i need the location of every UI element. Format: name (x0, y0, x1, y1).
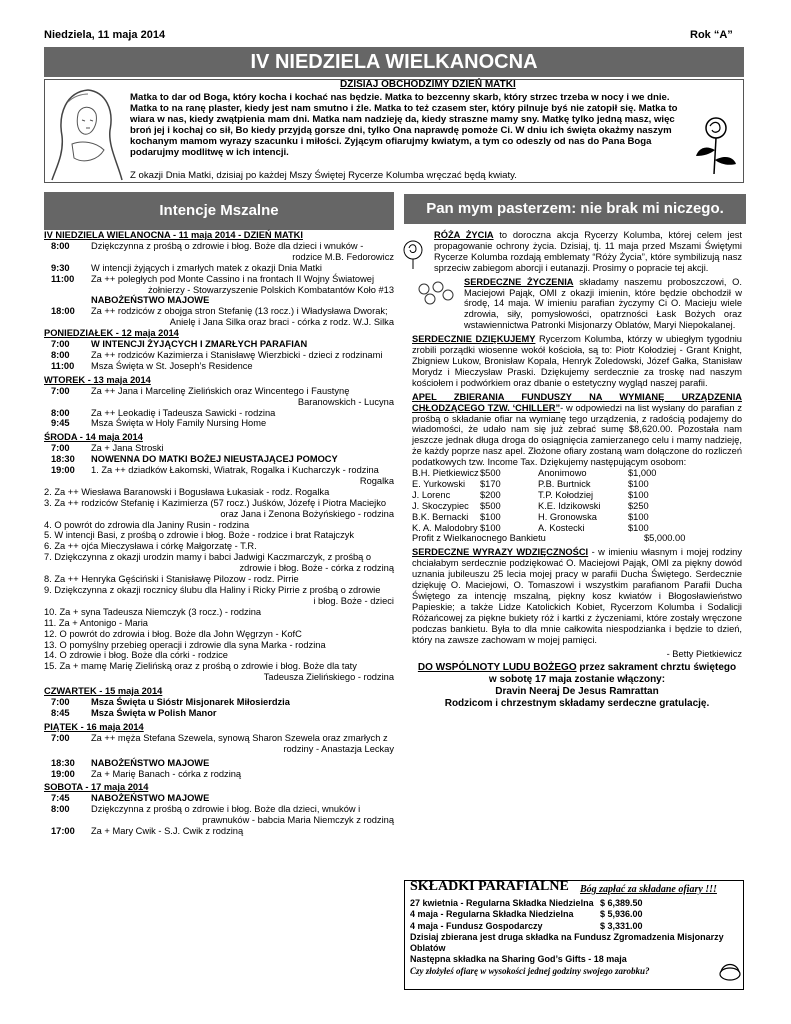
intention-cont: Anielę i Jana Silka oraz braci - córka z rodz. W.J. Silka (169, 317, 394, 328)
thursday-title: CZWARTEK - 15 maja 2014 (44, 686, 163, 697)
donor-amount: $170 (480, 478, 501, 489)
donor-name: H. Gronowska (538, 511, 597, 522)
intention-row: 7:45 NABOŻEŃSTWO MAJOWE (51, 793, 210, 804)
list-item-cont: i błog. Boże - dzieci (313, 595, 394, 606)
zyczenia-item (412, 277, 742, 332)
intention-cont: prawnuków - babcia Maria Niemczyk z rodziną (202, 815, 394, 826)
donor-amount: $100 (480, 522, 501, 533)
roza-zycia-lead: RÓŻA ŻYCIA (434, 230, 494, 240)
madonna-drawing (48, 84, 126, 182)
intention-row: 8:00 Za ++ Leokadię i Tadeusza Sawicki - rodzina (51, 407, 276, 418)
banquet-profit-value: $5,000.00 (644, 533, 686, 544)
donor-name: K.E. Idzikowski (538, 500, 601, 511)
donor-amount: $100 (628, 489, 649, 500)
intention-row: 11:00 Msza Święta w St. Joseph’s Residence (51, 360, 253, 371)
intention-row: 19:00 Za + Marię Banach - córka z rodziną (51, 768, 242, 779)
wyrazy-item (412, 547, 742, 645)
mothers-day-note: Z okazji Dnia Matki, dzisiaj po każdej Mszy Świętej Rycerze Kolumba wręczać będą kwiaty. (130, 170, 517, 181)
dziekujemy-lead: SERDECZNIE DZIĘKUJEMY (412, 334, 536, 345)
donor-amount: $100 (628, 478, 649, 489)
announcements-column (412, 230, 742, 710)
list-item: 2. Za ++ Wiesława Baranowski i Bogusława Łukasiak - rodz. Rogalka (44, 486, 330, 497)
collections-body (410, 898, 740, 977)
offering-basket-icon (718, 956, 742, 982)
intention-row: 7:00 Za ++ męża Stefana Szewela, synową Sharon Szewela oraz zmarłych z (51, 732, 388, 743)
intention-row: 11:00 Za ++ poległych pod Monte Cassino i na frontach II Wojny Światowej (51, 273, 375, 284)
list-item: 12. O powrót do zdrowia i błog. Boże dla John Węgrzyn - KofC (44, 628, 302, 639)
intention-row: 9:30 W intencji żyjących i zmarłych matek z okazji Dnia Matki (51, 262, 322, 273)
page-title-banner: IV NIEDZIELA WIELKANOCNA (44, 47, 744, 77)
list-item: 14. O zdrowie i błog. Boże dla córki - rodzice (44, 650, 228, 661)
intention-row: 8:00 Dziękczynna z prośbą o zdrowie i błog. Boże dla dzieci, wnuków i (51, 804, 361, 815)
monday-title: PONIEDZIAŁEK - 12 maja 2014 (44, 328, 179, 339)
collection-note: Następna składka na Sharing God’s Gifts - 18 maja (410, 954, 627, 965)
apel-text: - w odpowiedzi na list wysłany do parafian z prośbą o składanie ofiar na wymianę tego urządzenia, z radością podajemy do wiadomości, że udało nam się już zebrać sumę $8,620.00. Pozostała nam jeszcze jednak długa droga do osiągnięcia zamierzanego celu i mamy nadzieję, że każdy poprze nasz apel. Złożone ofiary zostaną wam dołączone do rozliczeń podatkowych tzw. Income Tax. Dziękujemy następującym osobom: (412, 402, 742, 468)
banquet-profit-row (412, 533, 742, 544)
wyrazy-lead: SERDECZNE WYRAZY WDZIĘCZNOŚCI (412, 547, 589, 558)
donor-amount: $100 (628, 522, 649, 533)
list-item: 13. O pomyślny przebieg operacji i zdrowie dla syna Marka - rodzina (44, 639, 326, 650)
list-item: 3. Za ++ rodziców Stefanię i Kazimierza (57 rocz.) Juśków, Józefę i Piotra Maciejko (44, 497, 387, 508)
rose-drawing (690, 114, 742, 176)
list-item: 9. Dziękczynna z okazji rocznicy ślubu dla Haliny i Ricky Pirrie z prośbą o zdrowie (44, 585, 381, 595)
donor-name: K. A. Malodobry (412, 522, 478, 533)
dziekujemy-item (412, 334, 742, 389)
intention-row: 18:30 NABOŻEŃSTWO MAJOWE (51, 757, 210, 768)
collection-row: 27 kwietnia - Regularna Składka Niedzielna $ 6,389.50 (410, 898, 643, 908)
tuesday-title: WTOREK - 13 maja 2014 (44, 374, 151, 385)
list-item-cont: Tadeusza Zielińskiego - rodzina (263, 672, 394, 683)
sunday-title: IV NIEDZIELA WIELANOCNA - 11 maja 2014 - DZIEŃ MATKI (44, 230, 303, 240)
collection-row: 4 maja - Fundusz Gospodarczy $ 3,331.00 (410, 920, 643, 931)
list-item: 4. O powrót do zdrowia dla Janiny Rusin - rodzina (44, 519, 250, 530)
donor-table (412, 468, 742, 533)
baptism-line2: w sobotę 17 maja zostanie włączony: (488, 674, 666, 686)
intention-row: 18:00 Za ++ rodziców z obojga stron Stefanię (13 rocz.) i Władysława Dworak; (51, 306, 388, 317)
mothers-day-title: DZISIAJ OBCHODZIMY DZIEŃ MATKI (340, 79, 516, 90)
mass-intentions-column (44, 230, 394, 837)
donor-name: Anonimowo (538, 468, 587, 479)
collections-title: SKŁADKI PARAFIALNE (410, 879, 569, 894)
intention-row: 8:00 Za ++ rodziców Kazimierza i Stanisławę Wierzbicki - dzieci z rodzinami (51, 349, 383, 360)
list-item: 8. Za ++ Henryka Gęściński i Stanisławę Pilozow - rodz. Pirrie (44, 574, 299, 585)
baptism-announcement (412, 662, 742, 710)
donor-amount: $250 (628, 500, 649, 511)
donor-amount: $100 (628, 511, 649, 522)
zyczenia-lead: SERDECZNE ŻYCZENIA (464, 276, 574, 287)
apel-item (412, 392, 742, 468)
intention-row: 7:00 Za + Jana Stroski (51, 443, 164, 454)
donor-name: J. Lorenc (412, 489, 451, 500)
wyrazy-signature: - Betty Pietkiewicz (666, 648, 742, 659)
intention-row: 9:45 Msza Święta w Holy Family Nursing Home (51, 418, 267, 429)
mass-intentions-header: Intencje Mszalne (44, 192, 394, 230)
zyczenia-text: składamy naszemu proboszczowi, O. Maciejowi Pająk, OMI z okazji imienin, które będzie obchodził w środę, 14 maja. W imieniu parafian życzymy Ci O. Macieju wiele zdrowia, siły, pomysłowości, opatrzności Łask Bożych oraz wstawiennictwa Patronki Misjonarzy Oblatów, Maryi Niepokalanej. (464, 276, 742, 331)
list-item: 6. Za ++ ojća Mieczysława i córkę Małgorzatę - T.R. (44, 541, 257, 552)
donor-name: A. Kostecki (538, 522, 585, 533)
dziekujemy-text: Rycerzom Kolumba, którzy w ubiegłym tygodniu zrobili porządki wiosenne wokół kościoła, są to: Piotr Kołodziej - Grant Knight, Zbigniew Lukow, Bronisław Kopala, Henryk Zoledowski, Józef Gałka, Stanisław Morydz i Mieczysław Praski. Dziękujemy serdecznie za troskę nad naszym kościołem i podwórkiem oraz dbanie o estetyczny wygląd naszej parafii. (412, 334, 742, 388)
donor-amount: $500 (480, 468, 501, 479)
collection-note: Dzisiaj zbierana jest druga składka na Fundusz Zgromadzenia Misjonarzy Oblatów (410, 931, 724, 954)
mothers-day-text: Matka to dar od Boga, który kocha i kochać nas będzie. Matka to bezcenny skarb, który strzec trzeba w nocy i we dnie. Matka to na ranę plaster, kiedy jest nam smutno i źle. Matka to też czasem ster, który pilnuje byś nie zatopił się. Matka to wiara w nas, kiedy zwątpienia mam dni. Matka nam nadzieję da, kiedy straszne mamy sny. Matkę tylko jedną masz, więc broń jej i kochaj co sił, Bo kiedy przyjdą gorsze dni, tylko Ona naprawdę pomoże Ci. W dniu ich święta okażmy naszym kochanym mamom wyrazy szacunku i miłości. Zyjącym ofiarujmy kwiatym, a tym co odeszly od nas do Pana Boga podarujmy modlitwę w ich intencji. (130, 92, 678, 158)
intention-cont: żołnierzy - Stowarzyszenie Polskich Kombatantów Koło #13 (148, 284, 394, 295)
donor-name: T.P. Kołodziej (538, 489, 594, 500)
flowers-icon (414, 279, 458, 309)
donor-name: E. Yurkowski (412, 478, 466, 489)
shepherd-header: Pan mym pasterzem: nie brak mi niczego. (404, 194, 746, 224)
baptism-line1: przez sakrament chrztu świętego (576, 662, 737, 674)
baptism-congrats: Rodzicom i chrzestnym składamy serdeczne gratulację. (444, 698, 710, 710)
header-year: Rok “A” (690, 29, 733, 41)
collections-thanks: Bóg zapłać za składane ofiary !!! (580, 884, 717, 895)
rose-of-life-emblem (400, 230, 426, 270)
intention-row: 17:00 Za + Mary Cwik - S.J. Cwik z rodziną (51, 826, 244, 837)
intention-row: 8:00 Dziękczynna z prośbą o zdrowie i błog. Boże dla dzieci i wnuków - (51, 240, 364, 251)
baptism-name: Dravin Neeraj De Jesus Ramrattan (495, 686, 659, 698)
wyrazy-text: - w imieniu własnym i mojej rodziny chciałabym serdecznie podziękować O. Maciejowi Pająk, OMI za piękny dowód uznania jubileuszu 25 lecia mojej pracy w parafii Ducha Świętego. Serdecznie dziękuję O. Maciejowi, O. Tomaszowi i wszystkim parafianom Parafii Ducha Świętego za intencję mszalną, piękny kosz kwiatów i Błogosławieństwo Papieskie; a także Lidze Katolickich Kobiet, Rycerzom Kolumba i Sodalicji Różańcowej za piękne bukiety róż i kartki z życzeniami, które zostały wręczone podczas bankietu. Była to dla mnie całkowita niespodzianka i będzie to dzień, który na zawsze zachowam w mojej pamięci. (412, 547, 742, 645)
wednesday-title: ŚRODA - 14 maja 2014 (44, 432, 143, 443)
donor-name: J. Skoczypiec (412, 500, 469, 511)
intention-row: 18:30 NOWENNA DO MATKI BOŻEJ NIEUSTAJĄCEJ POMOCY (51, 454, 338, 465)
list-item-cont: zdrowie i błog. Boże - córka z rodziną (239, 563, 394, 574)
banquet-profit-label: Profit z Wielkanocnego Bankietu (412, 533, 546, 544)
intention-row: 8:45 Msza Święta w Polish Manor (51, 707, 217, 718)
list-item: 15. Za + mamę Marię Zielińską oraz z prośbą o zdrowie i błog. Boże dla taty (44, 661, 357, 672)
header-date: Niedziela, 11 maja 2014 (44, 29, 166, 41)
intention-row: 7:00 W INTENCJI ŻYJĄCYCH I ZMARŁYCH PARAFIAN (51, 339, 308, 350)
baptism-lead: DO WSPÓLNOTY LUDU BOŻEGO (417, 662, 577, 674)
donor-amount: $100 (480, 511, 501, 522)
donor-amount: $500 (480, 500, 501, 511)
intention-row: 7:00 Msza Święta u Sióstr Misjonarek Miłosierdzia (51, 697, 290, 708)
intention-row: 19:00 1. Za ++ dziadków Łakomski, Wiatrak, Rogalka i Kucharczyk - rodzina (51, 465, 379, 476)
saturday-title: SOBOTA - 17 maja 2014 (44, 782, 149, 793)
donor-name: B.H. Pietkiewicz (412, 468, 479, 479)
roza-zycia-text: to doroczna akcja Rycerzy Kolumba, której celem jest propagowanie ochrony życia. Dzisiaj, tj. 11 maja przed Mszami Świętymi Rycerze Kolumba rozdają emblematy “Róży Życia”, które symbilizują nasz sprzeciw zabiegom aborcji i eutanazji. Prosimy o popracie tej akcji. (434, 230, 743, 273)
apel-lead: APEL ZBIERANIA FUNDUSZY NA WYMIANĘ URZĄDZENIA CHŁODZĄCEGO TZW. ‘CHILLER” (412, 391, 742, 413)
donor-amount: $1,000 (628, 468, 657, 479)
intention-cont: rodziny - Anastazja Leckay (283, 743, 394, 754)
list-item-cont: oraz Jana i Zenona Bożyńskiego - rodzina (220, 508, 394, 519)
friday-title: PIĄTEK - 16 maja 2014 (44, 721, 144, 732)
intention-cont: Rogalka (359, 475, 394, 486)
intention-cont: Baranowskich - Lucyna (297, 396, 394, 407)
intention-cont: rodzice M.B. Fedorowicz (292, 251, 394, 262)
intention-row: 7:00 Za ++ Jana i Marcelinę Zielińskich oraz Wincentego i Faustynę (51, 385, 350, 396)
intention-row: NABOŻEŃSTWO MAJOWE (91, 295, 210, 306)
list-item: 11. Za + Antonigo - Maria (44, 617, 148, 628)
novena-list (44, 487, 394, 683)
list-item: 5. W intencji Basi, z prośbą o zdrowie i błog. Boże - rodzice i brat Ratajczyk (44, 530, 355, 541)
list-item: 10. Za + syna Tadeusza Niemczyk (3 rocz.) - rodzina (44, 606, 262, 617)
donor-name: P.B. Burtnick (538, 478, 591, 489)
donor-name: B.K. Bernacki (412, 511, 469, 522)
list-item: 7. Dziękczynna z okazji urodzin mamy i babci Jadwigi Kaczmarczyk, z prośbą o (44, 552, 372, 563)
collection-row: 4 maja - Regularna Składka Niedzielna $ 5,936.00 (410, 909, 643, 920)
collection-question: Czy złożyłeś ofiarę w wysokości jednej godziny swojego zarobku? (410, 965, 650, 976)
donor-amount: $200 (480, 489, 501, 500)
roza-zycia-item (412, 230, 742, 274)
